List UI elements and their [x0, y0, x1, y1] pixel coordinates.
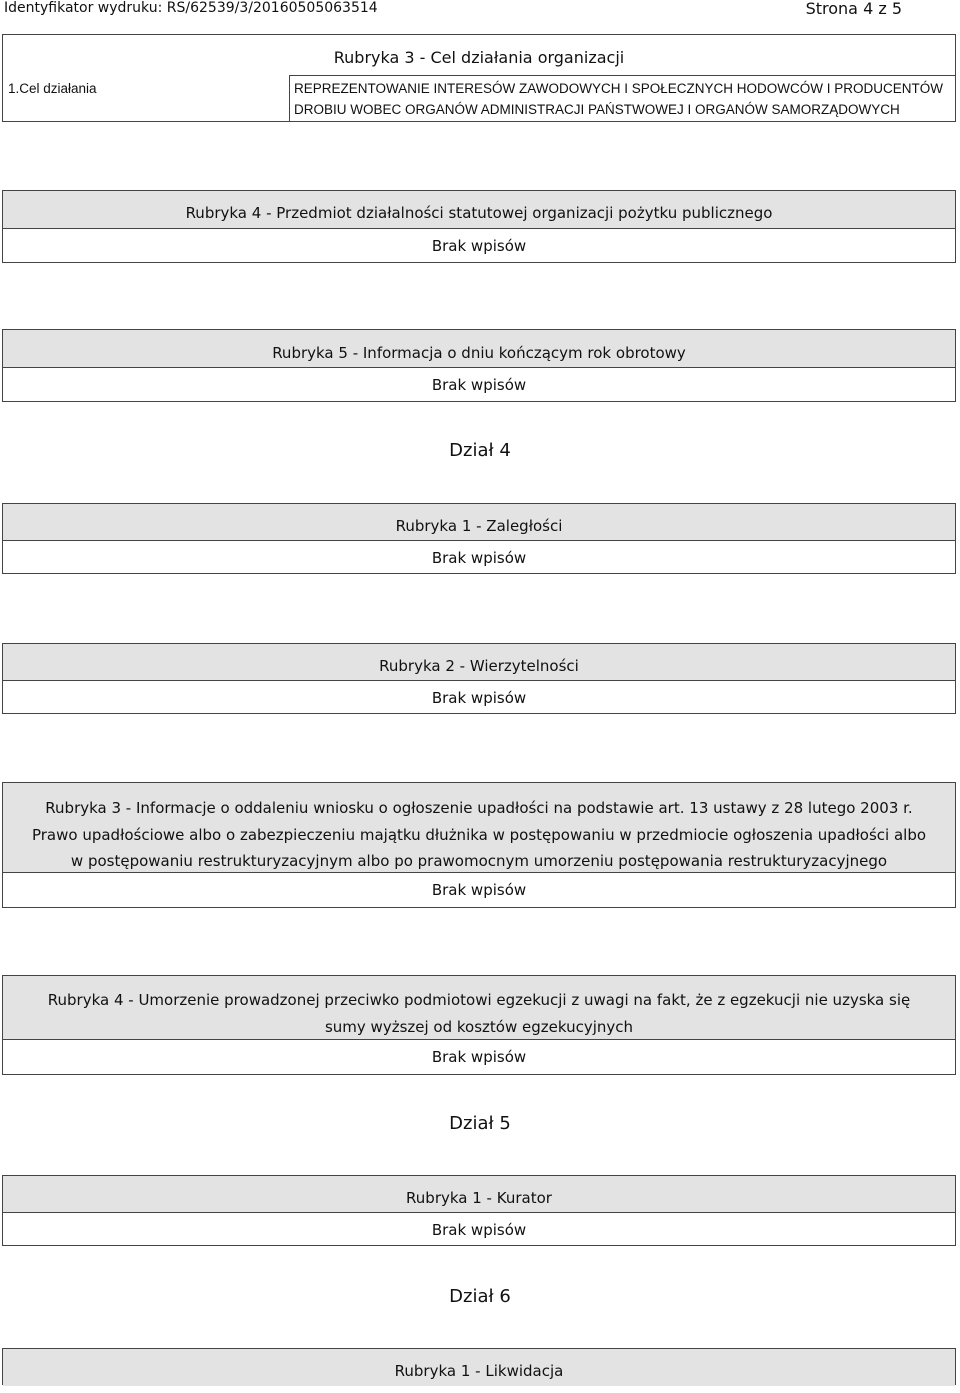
field-value-line2: DROBIU WOBEC ORGANÓW ADMINISTRACJI PAŃSTWOWEJ I ORGANÓW SAMORZĄDOWYCH: [294, 102, 900, 117]
section-przedmiot: [2, 190, 956, 263]
dzial-6-heading: Dział 6: [449, 1286, 511, 1307]
empty-entries: Brak wpisów: [431, 549, 527, 567]
dzial-4-heading: Dział 4: [449, 440, 511, 461]
section-title-line1: Rubryka 4 - Umorzenie prowadzonej przeciwko podmiotowi egzekucji z uwagi na fakt, że z egzekucji nie uzyska się: [47, 991, 911, 1009]
section-title: Rubryka 3 - Cel działania organizacji: [333, 48, 625, 67]
page-number: Strona 4 z 5: [805, 0, 902, 18]
section-title-line1: Rubryka 3 - Informacje o oddaleniu wniosku o ogłoszenie upadłości na podstawie art. 13 ustawy z 28 lutego 2003 r.: [45, 799, 913, 817]
section-kurator: [2, 1175, 956, 1246]
section-title: [3, 976, 955, 1040]
section-title-line2: sumy wyższej od kosztów egzekucyjnych: [324, 1017, 634, 1036]
dzial-5-heading: Dział 5: [449, 1113, 511, 1134]
section-title: Rubryka 1 - Kurator: [3, 1176, 955, 1213]
field-label: 1.Cel działania: [8, 81, 97, 96]
section-title: Rubryka 1 - Zaległości: [3, 504, 955, 541]
empty-entries: Brak wpisów: [431, 881, 527, 899]
section-title-line3: w postępowaniu restrukturyzacyjnym albo po prawomocnym umorzeniu postępowania restrukturyzacyjnego: [70, 852, 888, 870]
section-likwidacja: [2, 1348, 956, 1385]
empty-entries: Brak wpisów: [431, 689, 527, 707]
print-identifier: Identyfikator wydruku: RS/62539/3/20160505063514: [4, 0, 378, 16]
section-title-line2: Prawo upadłościowe albo o zabezpieczeniu majątku dłużnika w postępowaniu w przedmiocie ogłoszenia upadłości albo: [31, 825, 927, 844]
section-title: Rubryka 1 - Likwidacja: [3, 1349, 955, 1386]
section-cel-dzialania: [2, 34, 956, 122]
section-title: Rubryka 4 - Przedmiot działalności statutowej organizacji pożytku publicznego: [3, 191, 955, 229]
section-rok-obrotowy: [2, 329, 956, 402]
section-wierzytelnosci: [2, 643, 956, 714]
section-title: Rubryka 5 - Informacja o dniu kończącym rok obrotowy: [3, 330, 955, 368]
empty-entries: Brak wpisów: [431, 1221, 527, 1239]
section-zaleglosci: [2, 503, 956, 574]
section-oddalenie-wniosku: [2, 782, 956, 908]
section-umorzenie-egzekucji: [2, 975, 956, 1075]
section-title: Rubryka 2 - Wierzytelności: [3, 644, 955, 681]
field-value-box: [289, 75, 956, 122]
empty-entries: Brak wpisów: [431, 376, 527, 394]
field-value-line1: REPREZENTOWANIE INTERESÓW ZAWODOWYCH I SPOŁECZNYCH HODOWCÓW I PRODUCENTÓW: [294, 81, 944, 96]
section-title: [3, 783, 955, 873]
empty-entries: Brak wpisów: [431, 1048, 527, 1066]
empty-entries: Brak wpisów: [431, 237, 527, 255]
